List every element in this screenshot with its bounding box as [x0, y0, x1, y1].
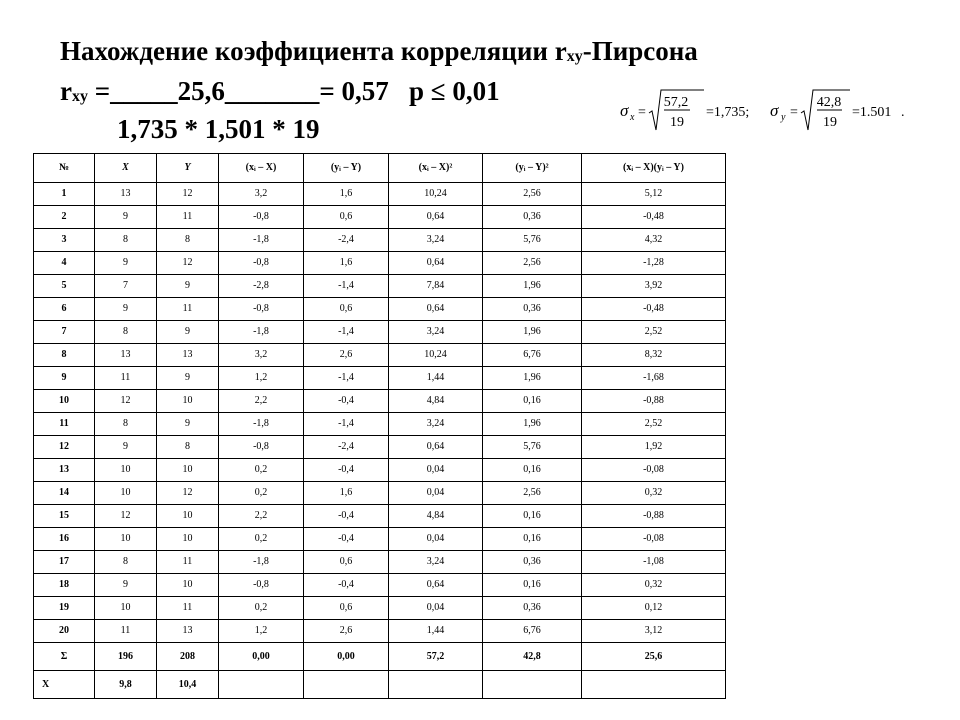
- table-cell: -1,8: [219, 551, 304, 574]
- column-header: Y: [157, 154, 219, 183]
- table-cell: 3,24: [389, 321, 483, 344]
- table-cell: 11: [95, 367, 157, 390]
- mean-row: [34, 671, 726, 699]
- table-cell: 1,44: [389, 620, 483, 643]
- table-row: [34, 252, 726, 275]
- table-cell: -1,8: [219, 229, 304, 252]
- sigma-formulas: [620, 86, 910, 134]
- table-cell: 0,64: [389, 574, 483, 597]
- table-cell: -0,8: [219, 574, 304, 597]
- table-cell: -1,28: [582, 252, 726, 275]
- table-cell: 0,16: [483, 574, 582, 597]
- table-cell: -1,4: [304, 367, 389, 390]
- table-cell: 10: [95, 459, 157, 482]
- table-row: [34, 275, 726, 298]
- column-header: (yᵢ – Y)²: [483, 154, 582, 183]
- table-cell: 1,6: [304, 252, 389, 275]
- sum-row: [34, 643, 726, 671]
- table-cell: 10: [95, 528, 157, 551]
- row-number: 20: [34, 620, 95, 643]
- sigma-x-symbol: σ: [620, 101, 629, 120]
- formula-line: [60, 76, 500, 107]
- table-cell: 3,2: [219, 183, 304, 206]
- table-row: [34, 298, 726, 321]
- table-cell: -2,4: [304, 229, 389, 252]
- row-number: 13: [34, 459, 95, 482]
- row-number: 14: [34, 482, 95, 505]
- mean-cell: [582, 671, 726, 699]
- row-number: 5: [34, 275, 95, 298]
- table-cell: 13: [157, 620, 219, 643]
- sum-cell: 0,00: [219, 643, 304, 671]
- mean-cell: 9,8: [95, 671, 157, 699]
- sigma-y-equals: =: [790, 105, 798, 120]
- sum-cell: 42,8: [483, 643, 582, 671]
- table-cell: 2,56: [483, 252, 582, 275]
- equals-sign: =: [87, 76, 111, 106]
- table-cell: -1,4: [304, 275, 389, 298]
- table-cell: 0,2: [219, 459, 304, 482]
- table-row: [34, 206, 726, 229]
- table-cell: 4,84: [389, 390, 483, 413]
- table-cell: 11: [157, 206, 219, 229]
- table-cell: 0,36: [483, 298, 582, 321]
- table-cell: 0,64: [389, 436, 483, 459]
- table-cell: -0,48: [582, 206, 726, 229]
- mean-label: X: [34, 671, 95, 699]
- table-cell: 7,84: [389, 275, 483, 298]
- table-cell: -0,48: [582, 298, 726, 321]
- table-cell: 4,84: [389, 505, 483, 528]
- table-cell: 5,76: [483, 229, 582, 252]
- row-number: 18: [34, 574, 95, 597]
- title-text: Нахождение коэффициента корреляции r: [60, 36, 567, 66]
- table-cell: 0,36: [483, 551, 582, 574]
- table-cell: 9: [157, 321, 219, 344]
- table-cell: -0,88: [582, 390, 726, 413]
- correlation-table: [33, 153, 726, 699]
- table-cell: 0,6: [304, 597, 389, 620]
- table-cell: 0,32: [582, 482, 726, 505]
- table-cell: 2,2: [219, 505, 304, 528]
- table-cell: 6,76: [483, 620, 582, 643]
- row-number: 15: [34, 505, 95, 528]
- table-body: [34, 183, 726, 699]
- table-cell: 2,56: [483, 183, 582, 206]
- table-cell: 9: [95, 574, 157, 597]
- column-header: (yᵢ – Y): [304, 154, 389, 183]
- table-cell: -0,8: [219, 436, 304, 459]
- r-subscript: xy: [71, 88, 88, 105]
- table-cell: 0,16: [483, 459, 582, 482]
- table-cell: 2,56: [483, 482, 582, 505]
- r-symbol: r: [60, 76, 72, 106]
- table-cell: 5,76: [483, 436, 582, 459]
- table-cell: 8: [95, 413, 157, 436]
- numerator: _____25,6_______: [110, 76, 320, 106]
- table-cell: 8: [95, 551, 157, 574]
- row-number: 2: [34, 206, 95, 229]
- table-cell: -0,88: [582, 505, 726, 528]
- sigma-x-result: =1,735;: [706, 105, 750, 120]
- table-cell: 0,6: [304, 551, 389, 574]
- table-cell: -1,4: [304, 413, 389, 436]
- sigma-y-numerator: 42,8: [816, 95, 842, 110]
- table-cell: 4,32: [582, 229, 726, 252]
- row-number: 10: [34, 390, 95, 413]
- row-number: 16: [34, 528, 95, 551]
- table-cell: 11: [157, 298, 219, 321]
- table-cell: 0,2: [219, 482, 304, 505]
- row-number: 11: [34, 413, 95, 436]
- table-cell: -0,8: [219, 252, 304, 275]
- table-cell: 1,44: [389, 367, 483, 390]
- sigma-x-equals: =: [638, 105, 646, 120]
- mean-cell: 10,4: [157, 671, 219, 699]
- row-number: 9: [34, 367, 95, 390]
- sum-cell: 57,2: [389, 643, 483, 671]
- table-cell: 11: [157, 551, 219, 574]
- table-cell: 12: [157, 482, 219, 505]
- table-cell: 3,2: [219, 344, 304, 367]
- sigma-x-numerator: 57,2: [663, 95, 689, 110]
- table-cell: 0,04: [389, 482, 483, 505]
- mean-cell: [304, 671, 389, 699]
- column-header: (xᵢ – X)²: [389, 154, 483, 183]
- table-cell: 0,16: [483, 528, 582, 551]
- table-cell: 0,16: [483, 505, 582, 528]
- header-row: [34, 154, 726, 183]
- table-cell: 0,04: [389, 459, 483, 482]
- table-cell: 2,2: [219, 390, 304, 413]
- mean-cell: [483, 671, 582, 699]
- table-row: [34, 183, 726, 206]
- table-cell: 12: [95, 505, 157, 528]
- formula-result: = 0,57 p ≤ 0,01: [319, 76, 500, 106]
- table-cell: 1,6: [304, 482, 389, 505]
- table-cell: -0,8: [219, 298, 304, 321]
- table-cell: 3,12: [582, 620, 726, 643]
- table-cell: 0,64: [389, 252, 483, 275]
- table-cell: 0,04: [389, 597, 483, 620]
- mean-cell: [389, 671, 483, 699]
- table-cell: 9: [95, 298, 157, 321]
- table-cell: -0,4: [304, 528, 389, 551]
- table-cell: 2,6: [304, 344, 389, 367]
- table-cell: -1,4: [304, 321, 389, 344]
- table-cell: 0,2: [219, 597, 304, 620]
- table-cell: 2,52: [582, 321, 726, 344]
- table-cell: 3,24: [389, 551, 483, 574]
- table-cell: 8,32: [582, 344, 726, 367]
- table-cell: 3,24: [389, 413, 483, 436]
- table-cell: 8: [157, 229, 219, 252]
- table-cell: -1,08: [582, 551, 726, 574]
- row-number: 7: [34, 321, 95, 344]
- table-cell: 1,96: [483, 321, 582, 344]
- table-cell: 0,32: [582, 574, 726, 597]
- table-cell: 0,2: [219, 528, 304, 551]
- table-row: [34, 367, 726, 390]
- table-row: [34, 229, 726, 252]
- table-row: [34, 321, 726, 344]
- sum-cell: 208: [157, 643, 219, 671]
- table-cell: 1,96: [483, 275, 582, 298]
- table-cell: 11: [95, 620, 157, 643]
- table-cell: 0,16: [483, 390, 582, 413]
- table-cell: 1,96: [483, 413, 582, 436]
- table-cell: 9: [95, 206, 157, 229]
- table-cell: 0,12: [582, 597, 726, 620]
- row-number: 4: [34, 252, 95, 275]
- table-cell: -2,8: [219, 275, 304, 298]
- table-cell: 10: [95, 597, 157, 620]
- table-cell: 1,6: [304, 183, 389, 206]
- table-row: [34, 390, 726, 413]
- row-number: 17: [34, 551, 95, 574]
- denominator: 1,735 * 1,501 * 19: [117, 114, 320, 144]
- table-cell: 9: [157, 275, 219, 298]
- sum-cell: 196: [95, 643, 157, 671]
- table-cell: 10: [157, 459, 219, 482]
- row-number: 12: [34, 436, 95, 459]
- sigma-y-subscript: y: [781, 112, 786, 123]
- table-cell: 7: [95, 275, 157, 298]
- table-cell: 13: [95, 344, 157, 367]
- row-number: 3: [34, 229, 95, 252]
- table-row: [34, 413, 726, 436]
- table-cell: 5,12: [582, 183, 726, 206]
- table-cell: 9: [157, 367, 219, 390]
- sigma-y-result: =1.501: [852, 105, 892, 120]
- table-row: [34, 528, 726, 551]
- table-cell: 8: [95, 321, 157, 344]
- title-subscript: xy: [566, 48, 583, 65]
- table-cell: -1,8: [219, 413, 304, 436]
- table-cell: 1,2: [219, 620, 304, 643]
- table-cell: 13: [95, 183, 157, 206]
- title-suffix: -Пирсона: [582, 36, 698, 66]
- mean-cell: [219, 671, 304, 699]
- row-number: 19: [34, 597, 95, 620]
- table-cell: 8: [157, 436, 219, 459]
- table-cell: 0,36: [483, 597, 582, 620]
- table-cell: 12: [157, 252, 219, 275]
- sum-cell: 0,00: [304, 643, 389, 671]
- table-cell: 1,2: [219, 367, 304, 390]
- column-header: №: [34, 154, 95, 183]
- table-cell: 10,24: [389, 183, 483, 206]
- sum-symbol: Σ: [34, 643, 95, 671]
- table-cell: 0,6: [304, 206, 389, 229]
- table-cell: 2,6: [304, 620, 389, 643]
- table-cell: -0,4: [304, 574, 389, 597]
- table-cell: 0,36: [483, 206, 582, 229]
- table-cell: 12: [95, 390, 157, 413]
- table-row: [34, 505, 726, 528]
- table-row: [34, 344, 726, 367]
- table-cell: 8: [95, 229, 157, 252]
- column-header: X: [95, 154, 157, 183]
- table-cell: 2,52: [582, 413, 726, 436]
- table-cell: -0,4: [304, 505, 389, 528]
- table-cell: 9: [95, 436, 157, 459]
- table-cell: -0,4: [304, 390, 389, 413]
- table-cell: -1,8: [219, 321, 304, 344]
- sigma-x-denominator: 19: [670, 115, 684, 130]
- table-cell: 1,92: [582, 436, 726, 459]
- table-cell: 10: [157, 505, 219, 528]
- table-cell: 3,92: [582, 275, 726, 298]
- table-cell: -2,4: [304, 436, 389, 459]
- table-row: [34, 620, 726, 643]
- table-cell: 6,76: [483, 344, 582, 367]
- table-cell: 10: [157, 528, 219, 551]
- sum-cell: 25,6: [582, 643, 726, 671]
- table-cell: 10,24: [389, 344, 483, 367]
- column-header: (xᵢ – X): [219, 154, 304, 183]
- table-cell: -1,68: [582, 367, 726, 390]
- table-cell: 0,64: [389, 206, 483, 229]
- table-row: [34, 574, 726, 597]
- table-row: [34, 551, 726, 574]
- table-cell: 11: [157, 597, 219, 620]
- table-cell: 10: [157, 390, 219, 413]
- table-cell: 9: [95, 252, 157, 275]
- table-cell: 0,64: [389, 298, 483, 321]
- table-cell: -0,4: [304, 459, 389, 482]
- table-cell: -0,08: [582, 459, 726, 482]
- table-row: [34, 597, 726, 620]
- sigma-x-subscript: x: [630, 112, 635, 123]
- column-header: (xᵢ – X)(yᵢ – Y): [582, 154, 726, 183]
- table-cell: 13: [157, 344, 219, 367]
- sigma-y-denominator: 19: [823, 115, 837, 130]
- row-number: 1: [34, 183, 95, 206]
- table-cell: 12: [157, 183, 219, 206]
- table-row: [34, 436, 726, 459]
- table-cell: 1,96: [483, 367, 582, 390]
- table-cell: -0,08: [582, 528, 726, 551]
- table-cell: 10: [95, 482, 157, 505]
- table-cell: 10: [157, 574, 219, 597]
- row-number: 6: [34, 298, 95, 321]
- table-cell: 3,24: [389, 229, 483, 252]
- row-number: 8: [34, 344, 95, 367]
- table-cell: 9: [157, 413, 219, 436]
- sigma-y-symbol: σ: [770, 101, 779, 120]
- table-cell: -0,8: [219, 206, 304, 229]
- table-row: [34, 482, 726, 505]
- formula-end-period: .: [901, 105, 905, 120]
- table-row: [34, 459, 726, 482]
- table-cell: 0,6: [304, 298, 389, 321]
- title-line-1: [60, 36, 698, 67]
- table-cell: 0,04: [389, 528, 483, 551]
